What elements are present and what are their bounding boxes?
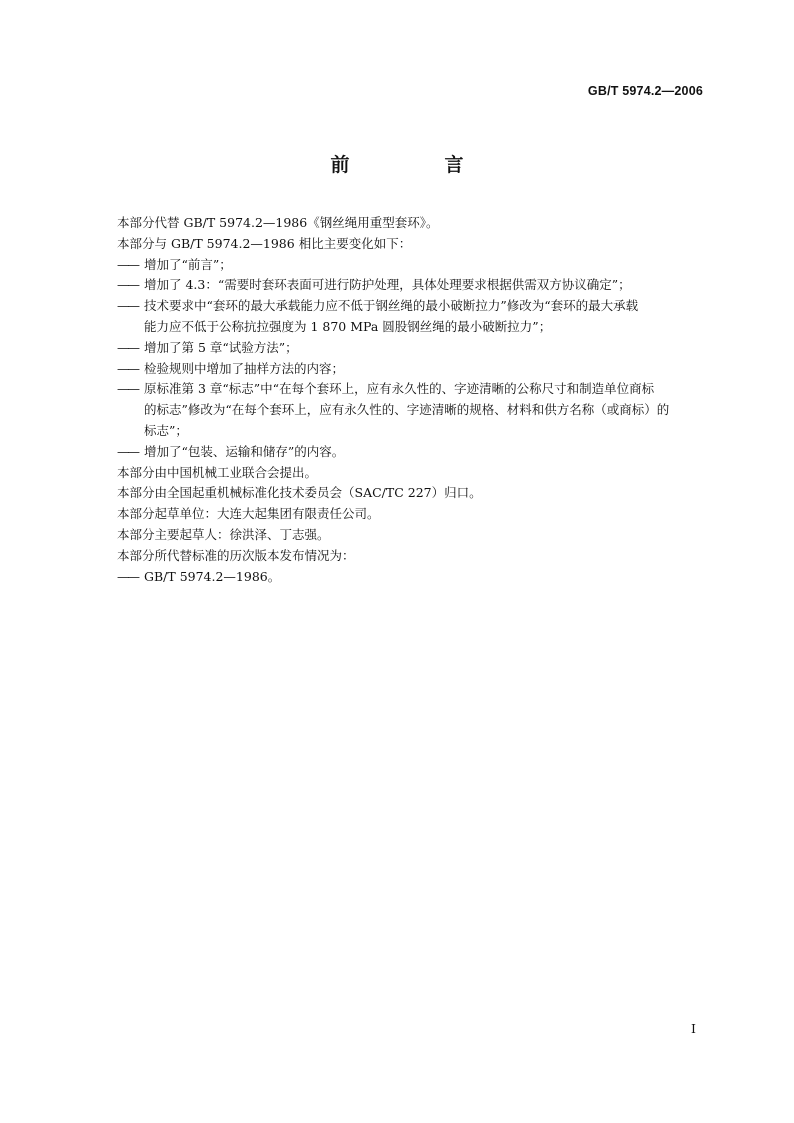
- change-item: [117, 296, 707, 338]
- history-text: GB/T 5974.2—1986。: [144, 568, 281, 584]
- dash-marker: ——: [117, 568, 138, 584]
- paragraph: 本部分与 GB/T 5974.2—1986 相比主要变化如下：: [117, 235, 412, 251]
- paragraph: 本部分由全国起重机械标准化技术委员会（SAC/TC 227）归口。: [117, 485, 482, 501]
- change-text-continued: 标志”；: [144, 422, 188, 438]
- change-text: 检验规则中增加了抽样方法的内容；: [144, 360, 345, 376]
- change-text: 增加了 4.3：“需要时套环表面可进行防护处理，具体处理要求根据供需双方协议确定”；: [144, 277, 631, 293]
- document-body: [117, 213, 707, 587]
- paragraph: 本部分主要起草人：徐洪泽、丁志强。: [117, 526, 330, 542]
- dash-marker: ——: [117, 339, 138, 355]
- dash-marker: ——: [117, 256, 138, 272]
- change-text: 原标准第 3 章“标志”中“在每个套环上，应有永久性的、字迹清晰的公称尺寸和制造单位商标: [144, 381, 655, 397]
- paragraph: 本部分代替 GB/T 5974.2—1986《钢丝绳用重型套环》。: [117, 215, 439, 230]
- standard-code: GB/T 5974.2—2006: [587, 84, 703, 98]
- change-item: [117, 255, 707, 276]
- paragraph: 本部分所代替标准的历次版本发布情况为：: [117, 547, 355, 563]
- page-title: 前 言: [330, 154, 502, 176]
- change-item: [117, 442, 707, 463]
- change-text-continued: 能力应不低于公称抗拉强度为 1 870 MPa 圆股钢丝绳的最小破断拉力”；: [144, 318, 552, 334]
- change-item: [117, 338, 707, 359]
- dash-marker: ——: [117, 298, 138, 314]
- dash-marker: ——: [117, 277, 138, 293]
- change-item: [117, 359, 707, 380]
- change-text-continued: 的标志”修改为“在每个套环上，应有永久性的、字迹清晰的规格、材料和供方名称（或商标）的: [144, 402, 670, 418]
- change-text: 增加了“包装、运输和储存”的内容。: [144, 443, 345, 459]
- dash-marker: ——: [117, 360, 138, 376]
- dash-marker: ——: [117, 381, 138, 397]
- dash-marker: ——: [117, 443, 138, 459]
- change-text: 增加了“前言”；: [144, 256, 232, 272]
- history-item: [117, 567, 707, 588]
- page-number: I: [691, 1021, 696, 1036]
- paragraph: 本部分由中国机械工业联合会提出。: [117, 464, 318, 480]
- change-text: 技术要求中“套环的最大承载能力应不低于钢丝绳的最小破断拉力”修改为“套环的最大承载: [144, 298, 639, 314]
- change-item: [117, 275, 707, 296]
- change-item: [117, 379, 707, 441]
- change-text: 增加了第 5 章“试验方法”；: [144, 339, 298, 355]
- paragraph: 本部分起草单位：大连大起集团有限责任公司。: [117, 506, 380, 522]
